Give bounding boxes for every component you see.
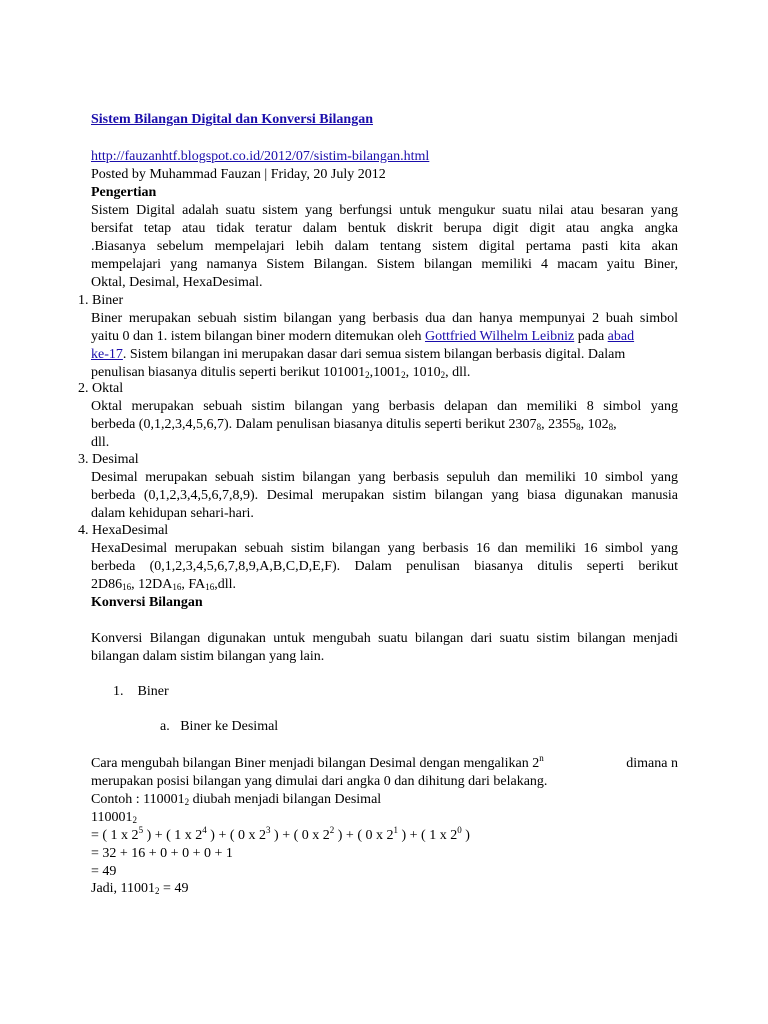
desc-line-1-text: Cara mengubah bilangan Biner menjadi bilangan Desimal dengan mengalikan 2 bbox=[91, 756, 540, 771]
base-sub: 16 bbox=[172, 582, 182, 592]
base-sub: 16 bbox=[205, 582, 215, 592]
value-text: 110001 bbox=[91, 810, 133, 825]
abad-link[interactable]: abad bbox=[607, 329, 635, 344]
formula-exp: 2 bbox=[329, 825, 335, 835]
base-sub: 8 bbox=[576, 422, 581, 432]
hexa-line-3: $2D86_{16}$, $12DA_{16}$, $FA_{16},dll$. bbox=[91, 577, 236, 592]
base-sub: 2 bbox=[401, 370, 406, 380]
list-item-desimal bbox=[78, 451, 139, 469]
list-num: 4. bbox=[78, 523, 89, 538]
sub-num: 1. bbox=[113, 684, 124, 699]
oktal-line-2-text: berbeda (0,1,2,3,4,5,6,7). Dalam penulisan biasanya ditulis seperti berikut $2307_8$, $2355_8$, $102_8$, bbox=[91, 417, 617, 432]
konversi-subsub bbox=[160, 718, 278, 736]
formula-exp: 1 bbox=[393, 825, 398, 835]
biner-line-2-mid: pada bbox=[577, 329, 605, 344]
result-line: = 49 bbox=[91, 864, 117, 879]
list-title: Oktal bbox=[92, 381, 124, 396]
formula-term: ) + ( 1 x 2 bbox=[398, 828, 458, 843]
oktal-num-2: 2355 bbox=[548, 417, 577, 432]
hexa-num-2: 12DA bbox=[138, 577, 173, 592]
oktal-num-1: berbeda (0,1,2,3,4,5,6,7). Dalam penulisan biasanya ditulis seperti berikut 2307 bbox=[91, 417, 537, 432]
base-sub: 2 bbox=[184, 797, 190, 807]
hexa-num-1: 2D86 bbox=[91, 577, 123, 592]
pengertian-line-2: bersifat tetap atau tidak teratur dalam bentuk diskrit berupa digit digit atau angka angka bbox=[91, 221, 678, 236]
formula-term: = ( 1 x 2 bbox=[91, 828, 139, 843]
list-title: Biner bbox=[92, 293, 124, 308]
contoh-post: diubah menjadi bilangan Desimal bbox=[192, 792, 382, 807]
posted-by-line: Posted by Muhammad Fauzan | Friday, 20 July 2012 bbox=[91, 167, 386, 182]
hexa-num-3: FA bbox=[188, 577, 206, 592]
desimal-line-2: berbeda (0,1,2,3,4,5,6,7,8,9). Desimal merupakan sistim bilangan yang biasa digunakan manusia bbox=[91, 488, 678, 503]
list-item-oktal bbox=[78, 380, 123, 398]
base-sub: 8 bbox=[608, 422, 614, 432]
jadi-post: = 49 bbox=[159, 881, 189, 896]
konversi-heading: Konversi Bilangan bbox=[91, 595, 203, 610]
value-line bbox=[91, 809, 137, 827]
formula-exp: 0 bbox=[457, 825, 462, 835]
contoh-text: Contoh : 110001 bbox=[91, 792, 185, 807]
formula-term: ) + ( 1 x 2 bbox=[143, 828, 203, 843]
formula-term: ) + ( 0 x 2 bbox=[270, 828, 330, 843]
pengertian-line-5: Oktal, Desimal, HexaDesimal. bbox=[91, 275, 263, 290]
base-sub: 2 bbox=[440, 370, 446, 380]
formula-end: ) bbox=[461, 828, 470, 843]
biner-line-3 bbox=[91, 346, 625, 364]
list-item-biner bbox=[78, 292, 123, 310]
desimal-line-1: Desimal merupakan sebuah sistim bilangan yang berbasis sepuluh dan memiliki 10 simbol yang bbox=[91, 470, 678, 485]
doc-title-link[interactable]: Sistem Bilangan Digital dan Konversi Bilangan bbox=[91, 112, 373, 127]
pengertian-line-1: Sistem Digital adalah suatu sistem yang berfungsi untuk mengukur suatu nilai atau besaran yang bbox=[91, 203, 678, 218]
abad-link-cont[interactable]: ke-17 bbox=[91, 347, 123, 362]
formula-exp: 3 bbox=[266, 825, 271, 835]
list-num: 1. bbox=[78, 293, 89, 308]
exp-n: n bbox=[539, 753, 544, 763]
desc-line-2: merupakan posisi bilangan yang dimulai dari angka 0 dan dihitung dari belakang. bbox=[91, 774, 548, 789]
hexa-line-2: berbeda (0,1,2,3,4,5,6,7,8,9,A,B,C,D,E,F). Dalam penulisan biasanya ditulis seperti berikut bbox=[91, 559, 678, 574]
base-sub: 16 bbox=[122, 582, 132, 592]
sum-line: = 32 + 16 + 0 + 0 + 0 + 1 bbox=[91, 846, 233, 861]
formula-line bbox=[91, 827, 470, 845]
base-sub: 2 bbox=[365, 370, 370, 380]
pengertian-line-4: mempelajari yang namanya Sistem Bilangan. Sistem bilangan memiliki 4 macam yaitu Biner, bbox=[91, 257, 678, 272]
konversi-line-2: bilangan dalam sistim bilangan yang lain. bbox=[91, 649, 325, 664]
desc-line-1-end: dimana n bbox=[626, 756, 678, 771]
hexa-line-3-end: dll. bbox=[217, 577, 236, 592]
konversi-sub-biner bbox=[113, 683, 169, 701]
list-num: 3. bbox=[78, 452, 89, 467]
formula-term: ) + ( 0 x 2 bbox=[334, 828, 394, 843]
desc-line-1 bbox=[91, 755, 678, 773]
contoh-line bbox=[91, 791, 381, 809]
biner-line-4-end: , dll. bbox=[445, 365, 471, 380]
biner-line-1: Biner merupakan sebuah sistim bilangan yang berbasis dua dan hanya mempunyai 2 buah simbol bbox=[91, 311, 678, 326]
oktal-line-2 bbox=[91, 416, 678, 434]
jadi-line bbox=[91, 880, 188, 898]
pengertian-heading: Pengertian bbox=[91, 185, 157, 200]
biner-line-4: penulisan biasanya ditulis seperti berikut $101001_2,1001_2$, $1010_2$, dll. bbox=[91, 365, 471, 380]
oktal-line-1: Oktal merupakan sebuah sistim bilangan yang berbasis delapan dan memiliki 8 simbol yang bbox=[91, 399, 678, 414]
formula-term: ) + ( 0 x 2 bbox=[206, 828, 267, 843]
list-num: 2. bbox=[78, 381, 89, 396]
biner-line-2-text: yaitu 0 dan 1. istem bilangan biner modern ditemukan oleh bbox=[91, 329, 422, 344]
list-title: HexaDesimal bbox=[92, 523, 169, 538]
source-url-line bbox=[91, 148, 429, 166]
oktal-line-3: dll. bbox=[91, 435, 110, 450]
list-title: Desimal bbox=[92, 452, 139, 467]
base-sub: 2 bbox=[155, 886, 160, 896]
subsub-title: Biner ke Desimal bbox=[180, 719, 279, 734]
formula-exp: 5 bbox=[138, 825, 144, 835]
doc-title-line bbox=[91, 111, 373, 129]
jadi-text: Jadi, 11001 bbox=[91, 881, 156, 896]
subsub-letter: a. bbox=[160, 719, 170, 734]
base-sub: 2 bbox=[132, 815, 137, 825]
source-url-link[interactable]: http://fauzanhtf.blogspot.co.id/2012/07/sistim-bilangan.html bbox=[91, 149, 430, 164]
biner-num-2: 1001 bbox=[373, 365, 402, 380]
oktal-num-3: 102 bbox=[587, 417, 609, 432]
sub-title: Biner bbox=[137, 684, 169, 699]
pengertian-line-3: .Biasanya sebelum mempelajari lebih dalam tentang sistem digital pertama pasti kita akan bbox=[91, 239, 678, 254]
biner-line-3-text: . Sistem bilangan ini merupakan dasar dari semua sistem bilangan berbasis digital. Dalam bbox=[122, 347, 626, 362]
desc-line-1-main bbox=[91, 755, 544, 773]
list-item-hexadesimal bbox=[78, 522, 168, 540]
biner-num-3: 1010 bbox=[412, 365, 441, 380]
desimal-line-3: dalam kehidupan sehari-hari. bbox=[91, 506, 254, 521]
formula-exp: 4 bbox=[202, 825, 207, 835]
biner-line-2 bbox=[91, 328, 634, 346]
hexa-line-1: HexaDesimal merupakan sebuah sistim bilangan yang berbasis 16 dan memiliki 16 simbol yang bbox=[91, 541, 678, 556]
base-sub: 8 bbox=[536, 422, 542, 432]
konversi-line-1: Konversi Bilangan digunakan untuk mengubah suatu bilangan dari suatu sistim bilangan menjadi bbox=[91, 631, 678, 646]
leibniz-link[interactable]: Gottfried Wilhelm Leibniz bbox=[424, 329, 575, 344]
biner-num-1: penulisan biasanya ditulis seperti berikut 101001 bbox=[91, 365, 366, 380]
